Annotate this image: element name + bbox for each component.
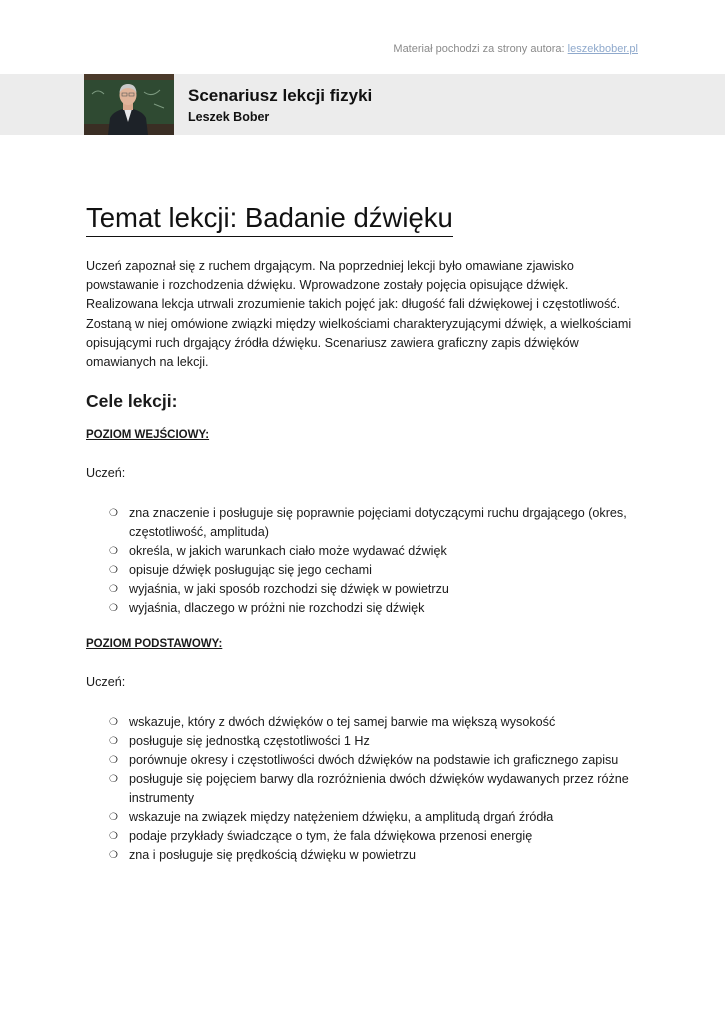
list-item: [86, 542, 642, 561]
goal-text: podaje przykłady świadczące o tym, że fala dźwiękowa przenosi energię: [129, 829, 533, 844]
list-item: [86, 580, 642, 599]
source-note: [393, 43, 638, 55]
document-body: [86, 200, 642, 865]
goal-text: wskazuje na związek między natężeniem dźwięku, a amplitudą drgań źródła: [129, 810, 554, 825]
list-item: [86, 713, 642, 732]
goal-text: porównuje okresy i częstotliwości dwóch dźwięków na podstawie ich graficznego zapisu: [129, 753, 619, 768]
source-prefix: Materiał pochodzi za strony autora:: [393, 43, 565, 55]
bullet-icon: ❍: [109, 584, 118, 596]
goal-text: wyjaśnia, w jaki sposób rozchodzi się dźwięk w powietrzu: [129, 582, 449, 597]
document-title: Scenariusz lekcji fizyki: [188, 86, 373, 105]
list-item: [86, 599, 642, 618]
goal-text: posługuje się jednostką częstotliwości 1 Hz: [129, 734, 370, 749]
author-website-link[interactable]: leszekbober.pl: [567, 43, 638, 55]
author-name: Leszek Bober: [188, 110, 270, 124]
bullet-icon: ❍: [109, 850, 118, 862]
list-item: [86, 504, 642, 542]
author-photo: [84, 74, 174, 135]
bullet-icon: ❍: [109, 755, 118, 767]
goal-text: wyjaśnia, dlaczego w próżni nie rozchodzi się dźwięk: [129, 601, 425, 616]
level-heading-entry: POZIOM WEJŚCIOWY:: [86, 429, 210, 442]
level-heading-basic: POZIOM PODSTAWOWY:: [86, 638, 223, 651]
bullet-icon: ❍: [109, 774, 118, 786]
bullet-icon: ❍: [109, 812, 118, 824]
intro-paragraph: Uczeń zapoznał się z ruchem drgającym. Na poprzedniej lekcji było omawiane zjawisko powstawanie i rozchodzenia dźwięku. Wprowadzone zostały pojęcia opisujące dźwięk. Realizowana lekcja utrwali zrozumienie takich pojęć jak: długość fali dźwiękowej i częstotliwość. Zostaną w niej omówione związki między wielkościami charakteryzującymi dźwięk, a wielkościami opisującymi ruch drgający źródła dźwięku. Scenariusz zawiera graficzny zapis dźwięków omawianych na lekcji.: [86, 259, 632, 370]
lesson-topic: Temat lekcji: Badanie dźwięku: [86, 200, 453, 237]
list-item: [86, 827, 642, 846]
goal-text: opisuje dźwięk posługując się jego cechami: [129, 563, 372, 578]
entry-level-goals: [86, 504, 642, 618]
bullet-icon: ❍: [109, 736, 118, 748]
list-item: [86, 561, 642, 580]
student-label: Uczeń:: [86, 675, 126, 690]
list-item: [86, 846, 642, 865]
bullet-icon: ❍: [109, 717, 118, 729]
author-photo-image: [84, 74, 174, 135]
bullet-icon: ❍: [109, 603, 118, 615]
goal-text: wskazuje, który z dwóch dźwięków o tej samej barwie ma większą wysokość: [129, 715, 556, 730]
bullet-icon: ❍: [109, 831, 118, 843]
student-label: Uczeń:: [86, 466, 126, 481]
header-banner: [0, 74, 725, 135]
goals-heading: Cele lekcji:: [86, 391, 178, 412]
bullet-icon: ❍: [109, 508, 118, 520]
list-item: [86, 732, 642, 751]
bullet-icon: ❍: [109, 546, 118, 558]
bullet-icon: ❍: [109, 565, 118, 577]
basic-level-goals: [86, 713, 642, 865]
list-item: [86, 770, 642, 808]
list-item: [86, 808, 642, 827]
goal-text: określa, w jakich warunkach ciało może wydawać dźwięk: [129, 544, 447, 559]
goal-text: posługuje się pojęciem barwy dla rozróżnienia dwóch dźwięków wydawanych przez różne instrumenty: [129, 772, 629, 806]
goal-text: zna znaczenie i posługuje się poprawnie pojęciami dotyczącymi ruchu drgającego (okres, częstotliwość, amplituda): [129, 506, 627, 540]
list-item: [86, 751, 642, 770]
goal-text: zna i posługuje się prędkością dźwięku w powietrzu: [129, 848, 417, 863]
